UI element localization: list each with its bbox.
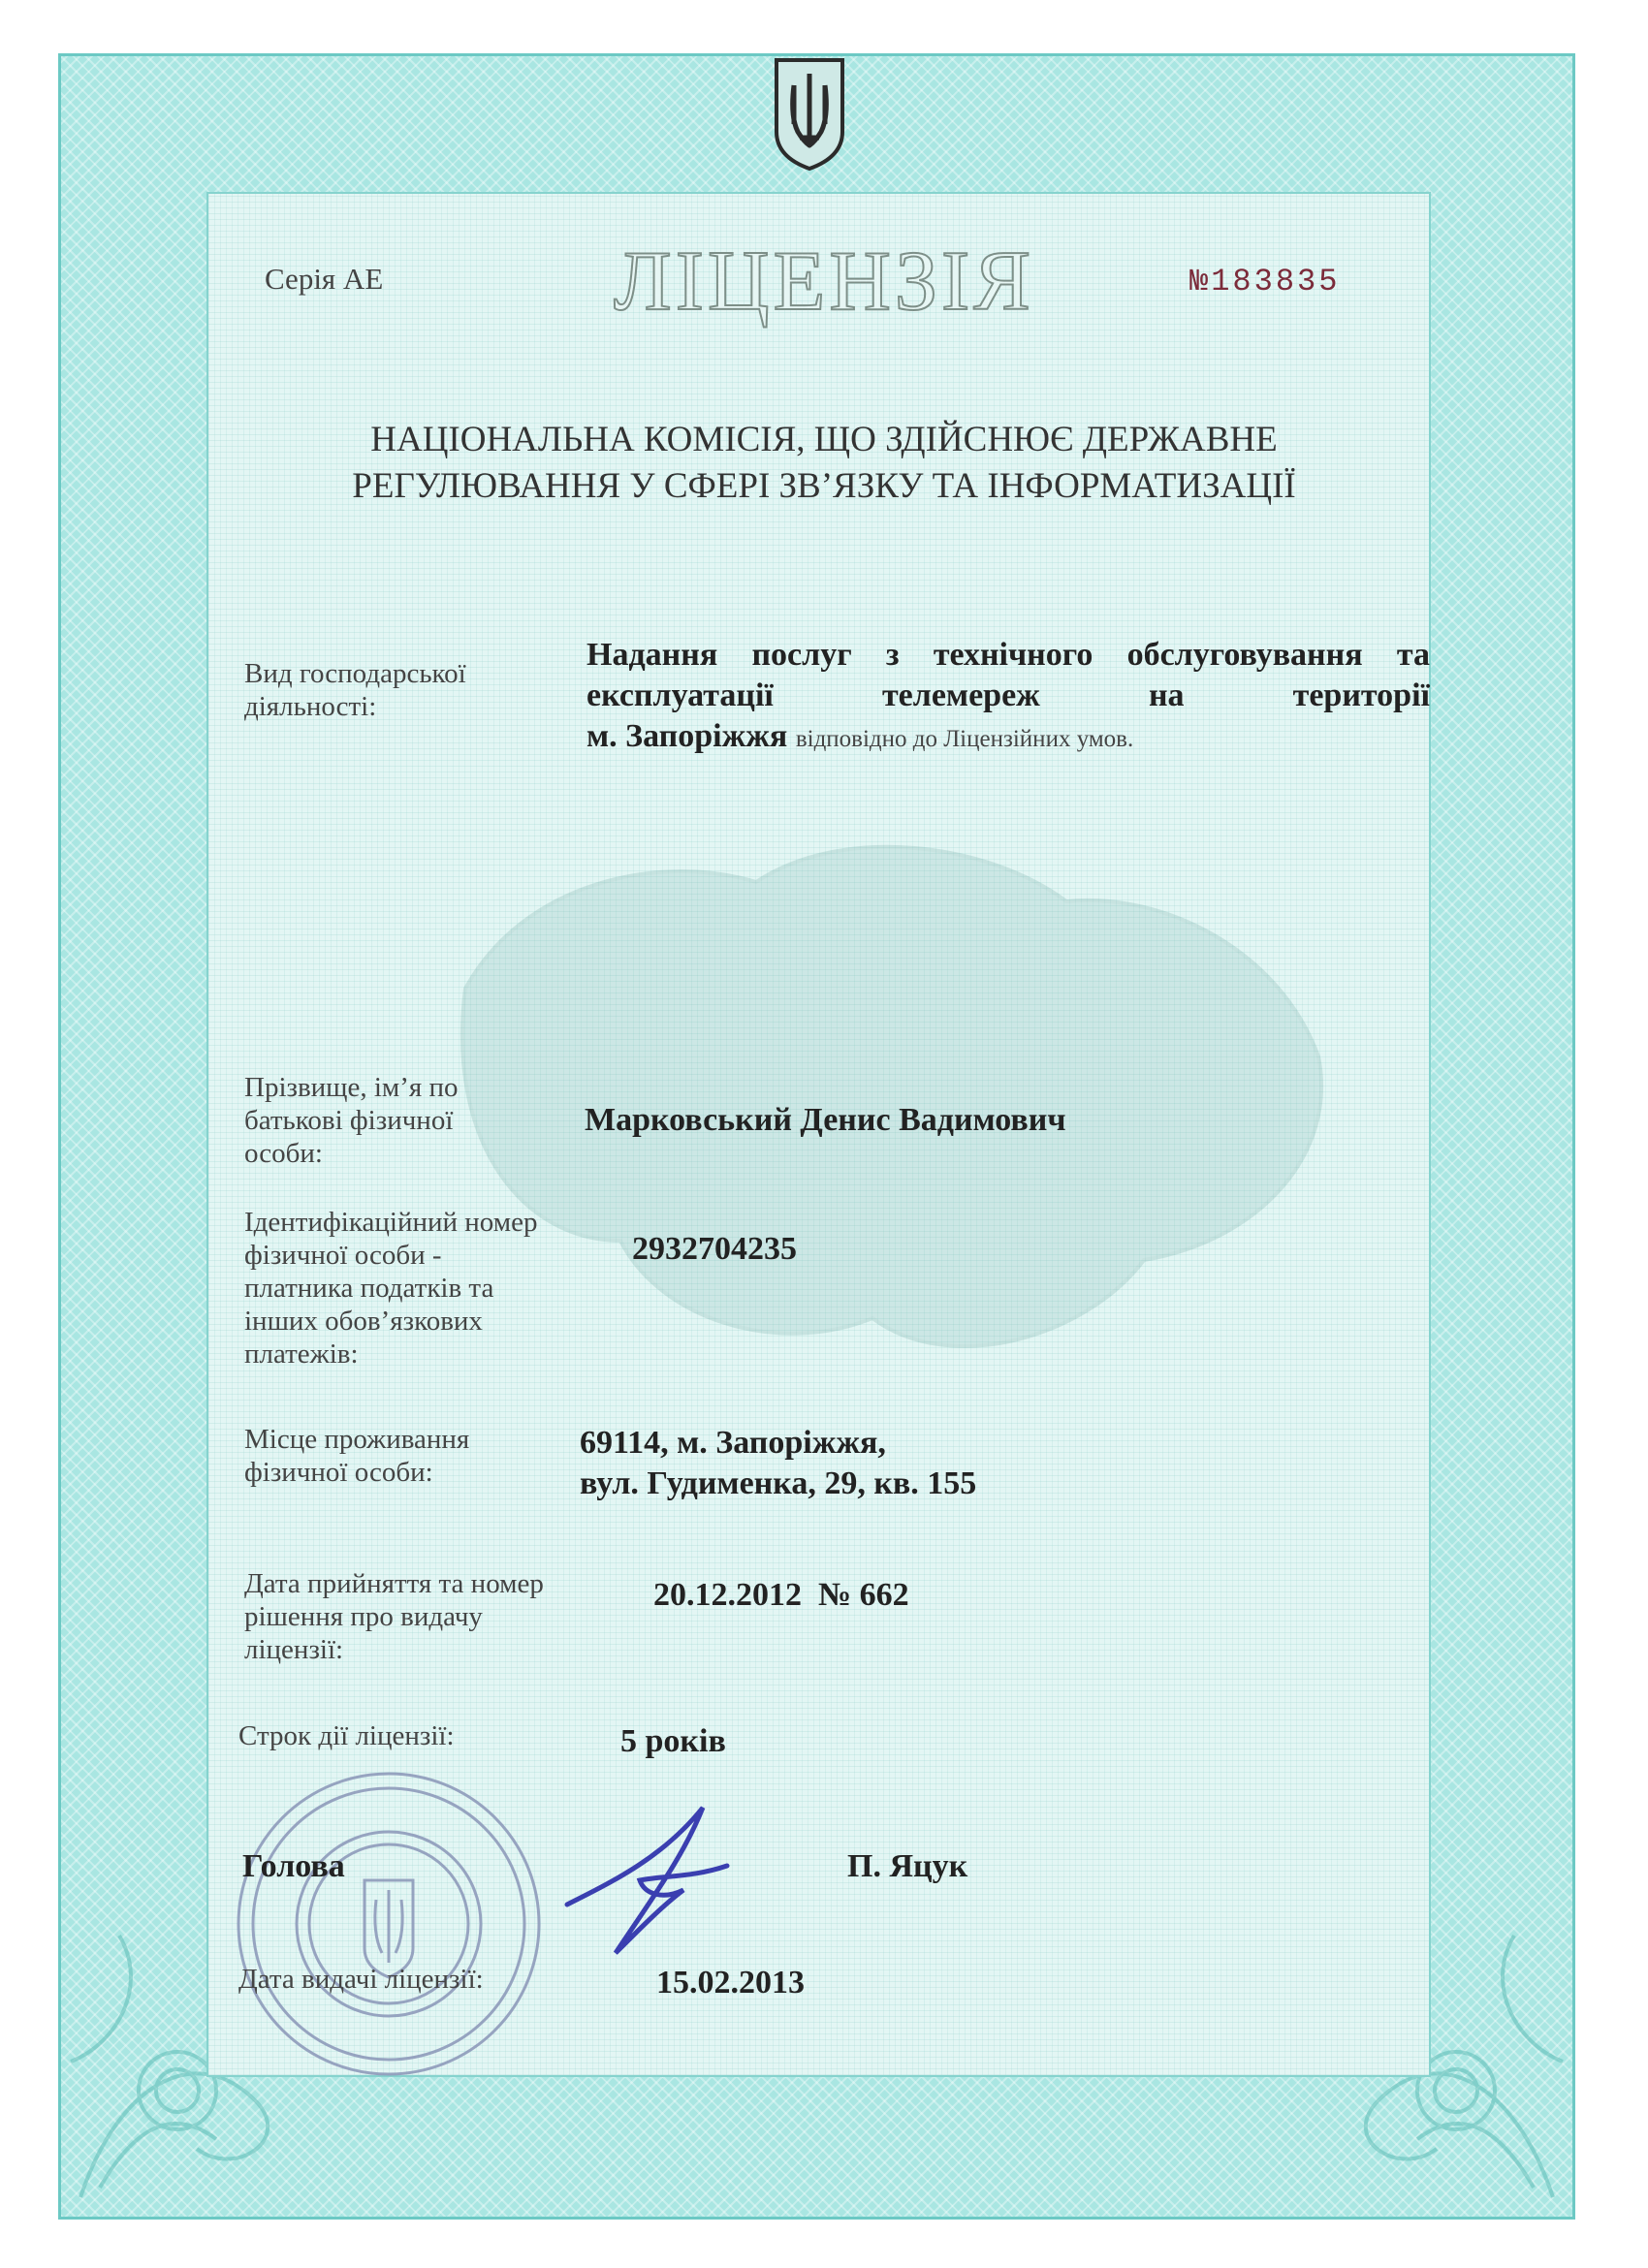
signatory-name: П. Яцук bbox=[847, 1848, 968, 1884]
activity-label bbox=[244, 657, 466, 723]
activity-value bbox=[586, 635, 1430, 760]
activity-label-line-2: діяльності: bbox=[244, 691, 377, 722]
residence-value-line-1: 69114, м. Запоріжжя, bbox=[580, 1425, 886, 1461]
person-label bbox=[244, 1071, 459, 1170]
activity-value-line-3 bbox=[586, 716, 1430, 760]
residence-label bbox=[244, 1423, 469, 1489]
official-seal-stamp bbox=[229, 1764, 549, 2084]
tax-id-label-line-5: платежів: bbox=[244, 1339, 359, 1370]
license-number: №183835 bbox=[1189, 264, 1341, 299]
person-label-line-1: Прізвище, ім’я по bbox=[244, 1072, 459, 1103]
residence-value bbox=[580, 1423, 976, 1504]
person-label-line-2: батькові фізичної bbox=[244, 1105, 454, 1136]
activity-conditions: відповідно до Ліцензійних умов. bbox=[795, 726, 1134, 752]
issue-date-value: 15.02.2013 bbox=[656, 1965, 805, 2000]
activity-label-line-1: Вид господарської bbox=[244, 658, 466, 689]
activity-value-line-1: Надання послуг з технічного обслуговування та bbox=[586, 637, 1430, 673]
authority-line-1: НАЦІОНАЛЬНА КОМІСІЯ, ЩО ЗДІЙСНЮЄ ДЕРЖАВНЕ bbox=[370, 420, 1278, 459]
residence-label-line-1: Місце проживання bbox=[244, 1424, 470, 1455]
term-value: 5 років bbox=[620, 1723, 726, 1759]
handwritten-signature bbox=[557, 1788, 742, 1963]
residence-value-line-2: вул. Гудименка, 29, кв. 155 bbox=[580, 1465, 977, 1501]
decision-label-line-2: рішення про видачу bbox=[244, 1601, 483, 1632]
person-label-line-3: особи: bbox=[244, 1138, 323, 1169]
activity-value-line-2: експлуатації телемереж на території bbox=[586, 677, 1430, 713]
decision-label-line-3: ліцензії: bbox=[244, 1634, 344, 1665]
authority-line-2: РЕГУЛЮВАННЯ У СФЕРІ ЗВ’ЯЗКУ ТА ІНФОРМАТИЗАЦІЇ bbox=[352, 466, 1296, 506]
decision-label-line-1: Дата прийняття та номер bbox=[244, 1568, 544, 1599]
tax-id-label-line-1: Ідентифікаційний номер bbox=[244, 1207, 538, 1238]
coat-of-arms-trident-icon bbox=[771, 56, 848, 173]
tax-id-label-line-3: платника податків та bbox=[244, 1273, 494, 1304]
issuing-authority bbox=[0, 417, 1648, 510]
tax-id-label-line-2: фізичної особи - bbox=[244, 1240, 442, 1271]
decision-value: 20.12.2012 № 662 bbox=[653, 1577, 909, 1613]
issue-date-label: Дата видачі ліцензії: bbox=[238, 1964, 484, 1995]
decision-label bbox=[244, 1567, 544, 1666]
ukraine-map-watermark bbox=[407, 737, 1357, 1415]
residence-label-line-2: фізичної особи: bbox=[244, 1457, 433, 1488]
document-title: ЛІЦЕНЗІЯ bbox=[614, 235, 1034, 329]
signatory-role: Голова bbox=[242, 1848, 345, 1884]
activity-city: м. Запоріжжя bbox=[586, 718, 788, 754]
term-label: Строк дії ліцензії: bbox=[238, 1720, 455, 1751]
tax-id-label-line-4: інших обов’язкових bbox=[244, 1306, 483, 1337]
tax-id-label bbox=[244, 1206, 537, 1370]
person-name: Марковський Денис Вадимович bbox=[585, 1102, 1066, 1138]
tax-id-value: 2932704235 bbox=[632, 1231, 797, 1267]
series-label: Серія АЕ bbox=[265, 262, 384, 296]
